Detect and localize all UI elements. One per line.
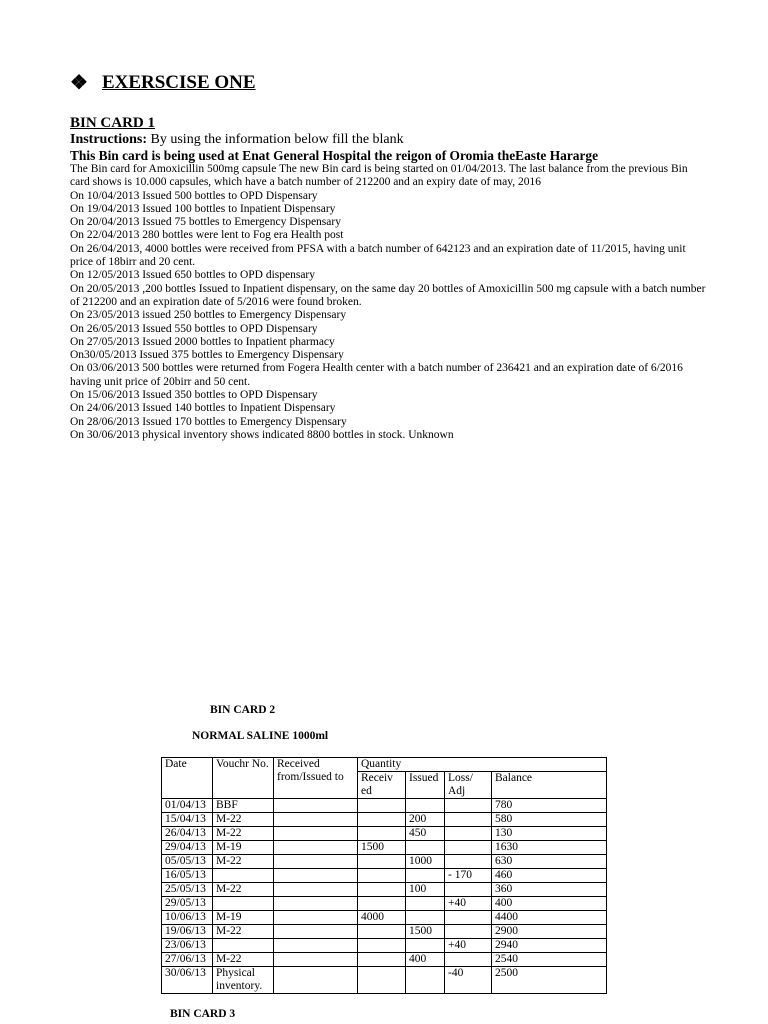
header-voucher: Vouchr No. [213,758,274,799]
cell-balance: 2940 [492,939,607,953]
header-issued: Issued [406,772,445,799]
cell-voucher: M-19 [213,911,274,925]
cell-issued: 200 [406,813,445,827]
header-balance: Balance [492,772,607,799]
cell-received [358,869,406,883]
table-row [162,883,607,897]
cell-loss [445,883,492,897]
header-quantity: Quantity [358,758,607,772]
table-row [162,925,607,939]
cell-loss [445,925,492,939]
cell-date: 16/05/13 [162,869,213,883]
cell-issued [406,967,445,994]
cell-issued: 450 [406,827,445,841]
table-row [162,799,607,813]
transaction-line: On 24/06/2013 Issued 140 bottles to Inpatient Dispensary [70,402,336,415]
cell-issued [406,897,445,911]
transaction-line: On 12/05/2013 Issued 650 bottles to OPD dispensary [70,269,316,282]
cell-from [274,953,358,967]
cell-date: 25/05/13 [162,883,213,897]
bin-card-1-transactions [70,163,710,442]
cell-from [274,967,358,994]
cell-date: 05/05/13 [162,855,213,869]
cell-received [358,883,406,897]
bin-card-2-table [161,757,607,994]
cell-received [358,827,406,841]
cell-balance: 2500 [492,967,607,994]
cell-from [274,799,358,813]
cell-issued [406,841,445,855]
transaction-line: On 26/04/2013, 4000 bottles were received from PFSA with a batch number of 642123 and an expiration date of 11/2015, having unit price of 18birr and 20 cent. [70,242,686,269]
cell-loss [445,911,492,925]
cell-voucher [213,869,274,883]
cell-loss [445,813,492,827]
cell-balance: 630 [492,855,607,869]
instructions [70,132,404,148]
cell-loss [445,799,492,813]
cell-received [358,897,406,911]
cell-from [274,897,358,911]
exercise-title-text: EXERSCISE ONE [101,71,256,93]
transaction-line: On 28/06/2013 Issued 170 bottles to Emergency Dispensary [70,415,347,428]
cell-loss [445,827,492,841]
cell-date: 30/06/13 [162,967,213,994]
header-received: Receiv ed [358,772,406,799]
cell-loss [445,855,492,869]
cell-balance: 780 [492,799,607,813]
cell-loss: - 170 [445,869,492,883]
cell-date: 10/06/13 [162,911,213,925]
table-row [162,841,607,855]
cell-voucher: M-22 [213,925,274,939]
cell-from [274,869,358,883]
cell-balance: 2540 [492,953,607,967]
cell-loss: +40 [445,939,492,953]
cell-balance: 1630 [492,841,607,855]
cell-from [274,939,358,953]
header-received-from: Received from/Issued to [274,758,358,799]
transaction-line: On 19/04/2013 Issued 100 bottles to Inpatient Dispensary [70,202,336,215]
cell-issued [406,911,445,925]
transaction-line: On 22/04/2013 280 bottles were lent to Fog era Health post [70,229,344,242]
transaction-line: On 30/06/2013 physical inventory shows indicated 8800 bottles in stock. Unknown [70,428,454,441]
cell-received [358,855,406,869]
cell-received [358,939,406,953]
bin-card-2-heading: BIN CARD 2 [210,704,276,716]
cell-loss: +40 [445,897,492,911]
cell-voucher: M-22 [213,883,274,897]
cell-date: 26/04/13 [162,827,213,841]
cell-date: 23/06/13 [162,939,213,953]
cell-from [274,883,358,897]
instructions-label: Instructions: [70,132,148,147]
cell-voucher: Physical inventory. [213,967,274,994]
transaction-line: On30/05/2013 Issued 375 bottles to Emergency Dispensary [70,349,344,362]
transaction-line: On 03/06/2013 500 bottles were returned from Fogera Health center with a batch number of 236421 and an expiration date of 6/2016 having unit price of 20birr and 50 cent. [70,362,683,388]
cell-loss: -40 [445,967,492,994]
transaction-line: On 15/06/2013 Issued 350 bottles to OPD Dispensary [70,389,318,402]
cell-received [358,953,406,967]
transaction-line: On 20/04/2013 Issued 75 bottles to Emergency Dispensary [70,216,341,229]
cell-voucher: M-22 [213,813,274,827]
transaction-line: On 27/05/2013 Issued 2000 bottles to Inpatient pharmacy [70,335,335,348]
table-row [162,827,607,841]
table-row [162,897,607,911]
table-row [162,939,607,953]
cell-date: 19/06/13 [162,925,213,939]
cell-balance: 4400 [492,911,607,925]
cell-date: 01/04/13 [162,799,213,813]
cell-issued: 1500 [406,925,445,939]
cell-issued [406,799,445,813]
cell-voucher [213,939,274,953]
cell-balance: 2900 [492,925,607,939]
cell-from [274,925,358,939]
cell-voucher: M-22 [213,827,274,841]
cell-issued: 1000 [406,855,445,869]
cell-voucher: BBF [213,799,274,813]
table-row [162,953,607,967]
cell-date: 29/05/13 [162,897,213,911]
cell-balance: 130 [492,827,607,841]
instructions-text: By using the information below fill the blank [147,132,404,147]
cell-balance: 580 [492,813,607,827]
hospital-line: This Bin card is being used at Enat General Hospital the reigon of Oromia theEaste Hararge [70,148,599,163]
header-date: Date [162,758,213,799]
cell-from [274,827,358,841]
exercise-title [70,70,256,95]
cell-received [358,967,406,994]
cell-issued: 100 [406,883,445,897]
transaction-line: On 10/04/2013 Issued 500 bottles to OPD Dispensary [70,189,318,202]
cell-received [358,799,406,813]
cell-balance: 360 [492,883,607,897]
cell-received [358,925,406,939]
cell-date: 15/04/13 [162,813,213,827]
table-row [162,869,607,883]
header-loss-adj: Loss/ Adj [445,772,492,799]
bin-card-3-heading: BIN CARD 3 [170,1008,236,1020]
diamond-bullet-icon: ❖ [70,72,88,94]
cell-from [274,841,358,855]
cell-from [274,813,358,827]
cell-issued: 400 [406,953,445,967]
transaction-line: The Bin card for Amoxicillin 500mg capsule The new Bin card is being started on 01/04/2013. The last balance from the previous Bin card shows is 10.000 capsules, which have a batch number of 212200 and an expiry date of may, 2016 [70,163,688,189]
cell-date: 29/04/13 [162,841,213,855]
cell-date: 27/06/13 [162,953,213,967]
transaction-line: On 23/05/2013 issued 250 bottles to Emergency Dispensary [70,309,347,322]
cell-voucher: M-19 [213,841,274,855]
cell-voucher: M-22 [213,855,274,869]
table-row [162,855,607,869]
transaction-line: On 20/05/2013 ,200 bottles Issued to Inpatient dispensary, on the same day 20 bottles of Amoxicillin 500 mg capsule with a batch number of 212200 and an expiration date of 5/2016 were found broken. [70,282,706,308]
transaction-line: On 26/05/2013 Issued 550 bottles to OPD Dispensary [70,322,318,335]
table-row [162,967,607,994]
bin-card-1-heading: BIN CARD 1 [70,115,156,131]
table-row [162,911,607,925]
cell-issued [406,869,445,883]
cell-received [358,813,406,827]
cell-voucher [213,897,274,911]
cell-from [274,855,358,869]
cell-loss [445,953,492,967]
cell-issued [406,939,445,953]
cell-from [274,911,358,925]
cell-received: 4000 [358,911,406,925]
cell-voucher: M-22 [213,953,274,967]
cell-balance: 460 [492,869,607,883]
cell-received: 1500 [358,841,406,855]
bin-card-2-body [162,799,607,994]
bin-card-2-product: NORMAL SALINE 1000ml [192,730,329,742]
table-header-row [162,758,607,772]
cell-balance: 400 [492,897,607,911]
cell-loss [445,841,492,855]
table-row [162,813,607,827]
